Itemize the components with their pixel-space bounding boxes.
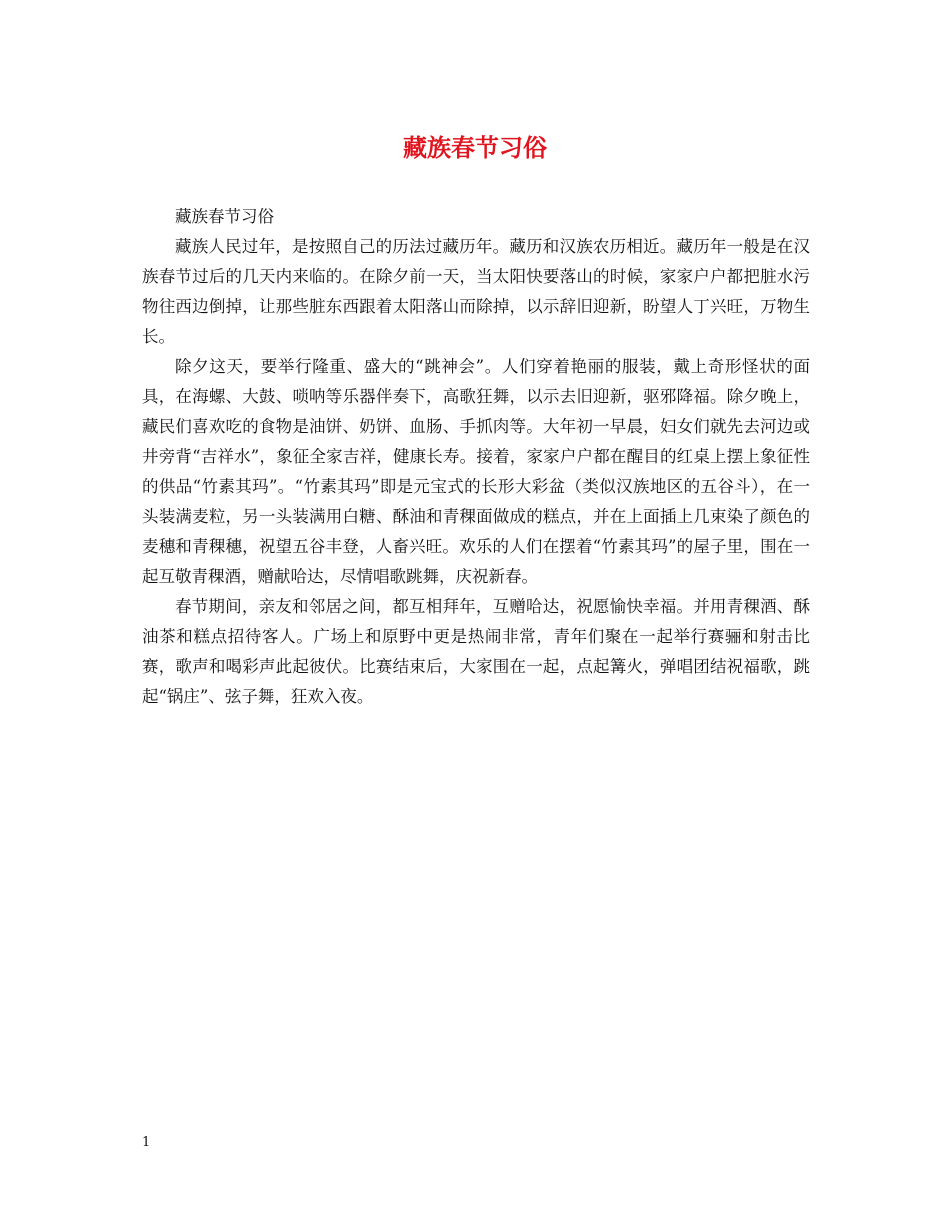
paragraph-1: 藏族人民过年，是按照自己的历法过藏历年。藏历和汉族农历相近。藏历年一般是在汉族春节过后的几天内来临的。在除夕前一天，当太阳快要落山的时候，家家户户都把脏水污物往西边倒掉，让那些脏东西跟着太阳落山而除掉，以示辞旧迎新，盼望人丁兴旺，万物生长。: [142, 237, 810, 346]
document-body: [142, 202, 810, 712]
paragraph-2: 除夕这天，要举行隆重、盛大的“跳神会”。人们穿着艳丽的服装，戴上奇形怪状的面具，在海螺、大鼓、唢呐等乐器伴奏下，高歌狂舞，以示去旧迎新，驱邪降福。除夕晚上，藏民们喜欢吃的食物是油饼、奶饼、血肠、手抓肉等。大年初一早晨，妇女们就先去河边或井旁背“吉祥水”，象征全家吉祥，健康长寿。接着，家家户户都在醒目的红桌上摆上象征性的供品“竹素其玛”。“竹素其玛”即是元宝式的长形大彩盆（类似汉族地区的五谷斗），在一头装满麦粒，另一头装满用白糖、酥油和青稞面做成的糕点，并在上面插上几束染了颜色的麦穗和青稞穗，祝望五谷丰登，人畜兴旺。欢乐的人们在摆着“竹素其玛”的屋子里，围在一起互敬青稞酒，赠献哈达，尽情唱歌跳舞，庆祝新春。: [142, 357, 810, 586]
document-title: 藏族春节习俗: [403, 133, 547, 162]
document-subtitle: 藏族春节习俗: [175, 207, 274, 226]
paragraph-3: 春节期间，亲友和邻居之间，都互相拜年，互赠哈达，祝愿愉快幸福。并用青稞酒、酥油茶和糕点招待客人。广场上和原野中更是热闹非常，青年们聚在一起举行赛骊和射击比赛，歌声和喝彩声此起彼伏。比赛结束后，大家围在一起，点起篝火，弹唱团结祝福歌，跳起“锅庄”、弦子舞，狂欢入夜。: [142, 597, 810, 706]
page-number: 1: [142, 1135, 151, 1150]
